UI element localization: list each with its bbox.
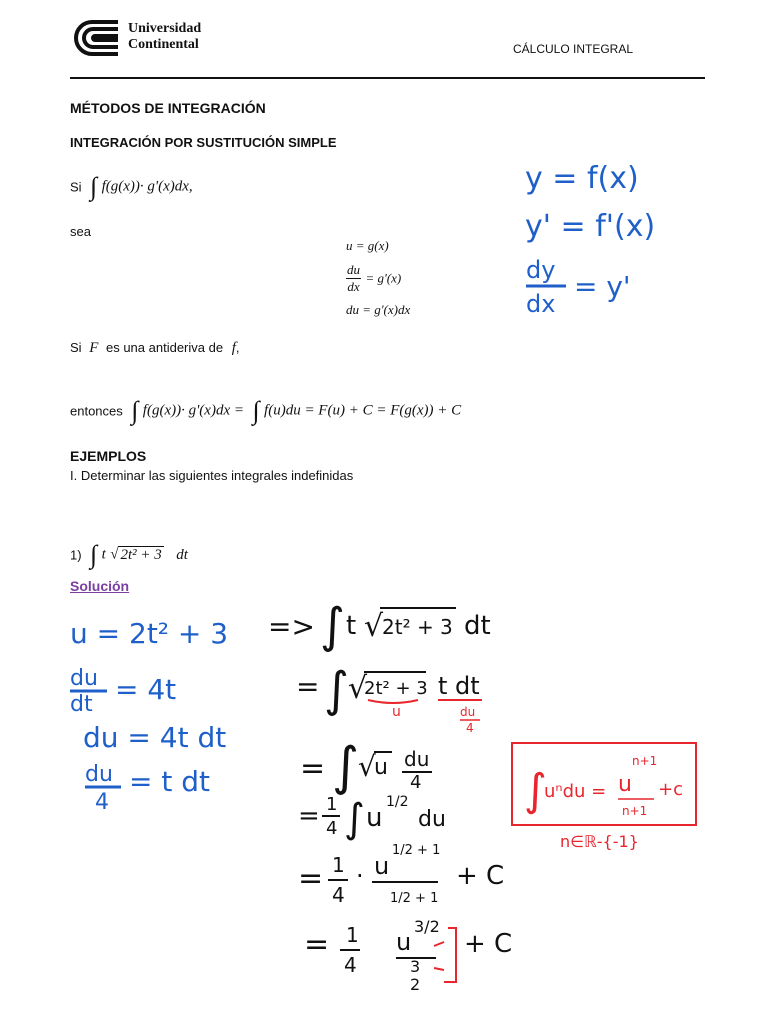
- comma: ,: [235, 340, 240, 355]
- integral-sign-icon: ∫: [320, 598, 346, 654]
- dx-denominator: dx: [347, 279, 360, 294]
- hw-red-un: uⁿdu =: [544, 781, 607, 802]
- hw-exp: 1/2 + 1: [392, 843, 441, 858]
- example-dt: dt: [176, 546, 188, 563]
- power-rule-box: [506, 735, 702, 855]
- hw-dot: ·: [356, 862, 364, 890]
- hw-u-2: u: [366, 803, 383, 833]
- example-t: t: [101, 546, 106, 563]
- hw-plus-c-2: + C: [464, 929, 513, 959]
- hw-plus-c: + C: [456, 861, 505, 891]
- logo-mark-icon: [70, 18, 122, 58]
- hw-dx: dx: [526, 290, 556, 318]
- blue-notes: [520, 150, 670, 330]
- example-number: 1): [70, 547, 82, 563]
- antiderivative-statement: [70, 340, 240, 357]
- hw-radicand-2: 2t² + 3: [364, 678, 428, 699]
- hw-three: 3: [410, 957, 421, 976]
- hw-eq-tdt: = t dt: [129, 765, 210, 798]
- substitution-u: u = g(x): [346, 238, 389, 253]
- hw-du-num-2: du: [85, 762, 113, 787]
- hw-four-4: 4: [344, 953, 357, 977]
- black-steps: [268, 588, 518, 1018]
- hw-four-2: 4: [326, 818, 338, 839]
- hw-du-2: du: [418, 807, 446, 832]
- example-radicand: 2t² + 3: [120, 546, 162, 563]
- hw-four: 4: [410, 772, 422, 793]
- page-title: MÉTODOS DE INTEGRACIÓN: [70, 100, 266, 116]
- hw-eq: =: [296, 670, 320, 703]
- hw-u-3: u: [374, 852, 390, 880]
- sqrt-icon: √: [358, 750, 376, 783]
- sqrt-icon: √: [110, 546, 119, 563]
- antiderivative-text: es una antideriva de: [105, 340, 224, 355]
- hw-red-condition: n∈ℝ-{-1}: [560, 832, 639, 851]
- university-name-line1: Universidad: [128, 21, 202, 36]
- hw-red-four: 4: [466, 721, 474, 735]
- hw-one-3: 1: [346, 923, 359, 947]
- hw-yprime: y' = f'(x): [525, 209, 656, 244]
- hw-eq-yprime: = y': [574, 270, 631, 303]
- integral-sign-icon: ∫: [90, 540, 98, 569]
- university-logo: [70, 18, 270, 58]
- integral-sign-icon: ∫: [252, 396, 260, 425]
- f-symbol: f: [231, 340, 236, 356]
- entonces-statement: [70, 396, 461, 426]
- instruction-text: I. Determinar las siguientes integrales indefinidas: [70, 468, 354, 483]
- sqrt-icon: √: [348, 671, 368, 706]
- si-label-2: Si: [70, 340, 82, 355]
- hw-four-den: 4: [95, 790, 109, 815]
- hw-red-u: u: [392, 704, 401, 720]
- hw-red-plus-c: +c: [658, 779, 683, 800]
- integral-sign-icon: ∫: [344, 796, 365, 842]
- hw-eq-3: =: [298, 801, 320, 831]
- hw-red-n1-den: n+1: [622, 804, 648, 818]
- blue-substitution: [65, 605, 255, 825]
- entonces-part2: f(u)du = F(u) + C = F(g(x)) + C: [264, 402, 462, 419]
- ejemplos-heading: EJEMPLOS: [70, 448, 147, 464]
- hw-du-num: du: [70, 666, 98, 691]
- hw-u-4: u: [396, 928, 412, 956]
- hw-eq-5: =: [304, 927, 330, 962]
- integral-sign-icon: ∫: [524, 765, 547, 816]
- du-numerator: du: [347, 262, 360, 277]
- hw-u: u: [374, 755, 388, 780]
- F-symbol: F: [89, 340, 99, 356]
- integral-sign-icon: ∫: [324, 662, 350, 718]
- hw-eq-4t: = 4t: [115, 673, 177, 706]
- hw-eq-4: =: [298, 861, 324, 896]
- hw-dt-den: dt: [70, 692, 93, 717]
- hw-dy: dy: [526, 256, 556, 284]
- hw-du: du: [404, 747, 430, 771]
- header-rule: [70, 77, 705, 79]
- integral-sign-icon: ∫: [131, 396, 139, 425]
- hw-four-3: 4: [332, 883, 345, 907]
- hw-half: 1/2: [386, 794, 409, 810]
- example-1: [70, 540, 188, 570]
- integral-sign-icon: ∫: [90, 172, 98, 201]
- hw-dt: dt: [464, 611, 491, 641]
- hw-red-u2: u: [618, 772, 632, 797]
- substitution-derivative: [346, 262, 401, 295]
- hw-tdt: t dt: [438, 672, 480, 700]
- derivative-rhs: = g'(x): [365, 270, 402, 286]
- hw-u-def: u = 2t² + 3: [70, 617, 229, 650]
- hw-den-exp: 1/2 + 1: [390, 891, 439, 906]
- hw-one-2: 1: [332, 853, 345, 877]
- hw-du-4tdt: du = 4t dt: [83, 721, 227, 754]
- substitution-differential: du = g'(x)dx: [346, 302, 411, 317]
- hw-red-n1-exp: n+1: [632, 754, 658, 768]
- hw-eq-2: =: [300, 751, 326, 786]
- sqrt-icon: √: [364, 609, 384, 644]
- hw-y-fx: y = f(x): [525, 161, 639, 196]
- hw-exp-32: 3/2: [414, 917, 440, 936]
- integral-statement: [70, 172, 193, 202]
- hw-two: 2: [410, 975, 421, 994]
- hw-t: t: [346, 611, 357, 641]
- integral-sign-icon: ∫: [332, 737, 360, 797]
- section-title: INTEGRACIÓN POR SUSTITUCIÓN SIMPLE: [70, 135, 337, 150]
- hw-implies: =>: [268, 610, 315, 643]
- integral-expression: f(g(x))· g'(x)dx,: [101, 178, 193, 195]
- si-label: Si: [70, 179, 82, 195]
- sea-label: sea: [70, 224, 91, 239]
- entonces-label: entonces: [70, 403, 123, 419]
- hw-one: 1: [326, 794, 338, 815]
- university-name-line2: Continental: [128, 37, 199, 52]
- entonces-part1: f(g(x))· g'(x)dx =: [142, 402, 244, 419]
- course-name: CÁLCULO INTEGRAL: [513, 42, 634, 56]
- hw-radicand: 2t² + 3: [382, 615, 453, 639]
- hw-red-du: du: [460, 705, 476, 719]
- solucion-link[interactable]: Solución: [70, 578, 130, 594]
